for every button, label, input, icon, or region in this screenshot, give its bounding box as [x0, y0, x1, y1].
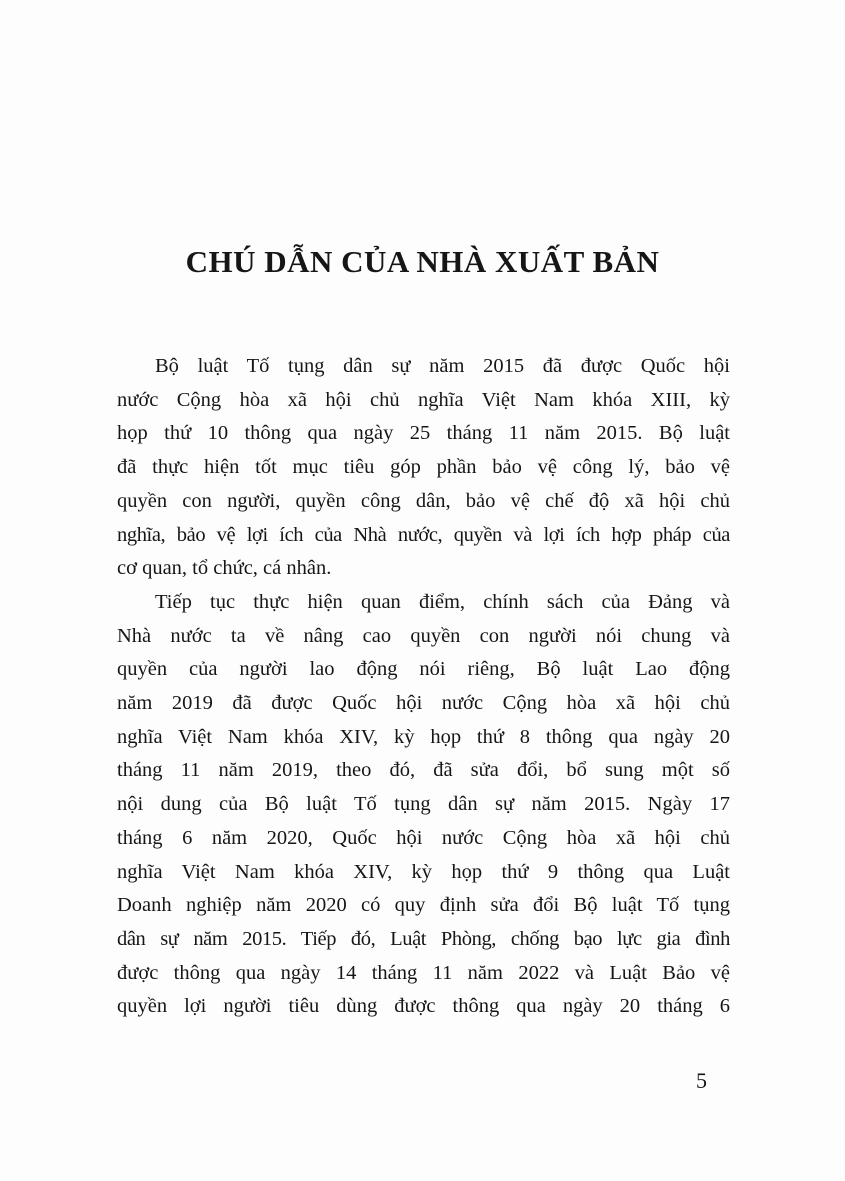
- text-line: họp thứ 10 thông qua ngày 25 tháng 11 năm 2015. Bộ luật: [117, 422, 730, 445]
- text-line: tháng 11 năm 2019, theo đó, đã sửa đổi, bổ sung một số: [117, 759, 730, 782]
- page-title: CHÚ DẪN CỦA NHÀ XUẤT BẢN: [185, 244, 660, 279]
- text-line: nghĩa Việt Nam khóa XIV, kỳ họp thứ 9 thông qua Luật: [117, 860, 730, 883]
- body-text: [117, 350, 730, 1024]
- text-line: Nhà nước ta về nâng cao quyền con người nói chung và: [117, 624, 730, 647]
- text-line: đã thực hiện tốt mục tiêu góp phần bảo vệ công lý, bảo vệ: [117, 456, 730, 479]
- text-line: năm 2019 đã được Quốc hội nước Cộng hòa xã hội chủ: [117, 692, 730, 715]
- text-line: quyền của người lao động nói riêng, Bộ luật Lao động: [117, 658, 730, 681]
- paragraph: [117, 586, 730, 1024]
- text-line: tháng 6 năm 2020, Quốc hội nước Cộng hòa xã hội chủ: [117, 826, 730, 849]
- text-line: Doanh nghiệp năm 2020 có quy định sửa đổi Bộ luật Tố tụng: [117, 894, 730, 917]
- text-line: nghĩa, bảo vệ lợi ích của Nhà nước, quyền và lợi ích hợp pháp của: [117, 523, 730, 546]
- text-line: nước Cộng hòa xã hội chủ nghĩa Việt Nam khóa XIII, kỳ: [117, 388, 730, 411]
- text-line: Tiếp tục thực hiện quan điểm, chính sách của Đảng và: [155, 590, 730, 613]
- text-line: Bộ luật Tố tụng dân sự năm 2015 đã được Quốc hội: [155, 355, 730, 377]
- text-line: nội dung của Bộ luật Tố tụng dân sự năm 2015. Ngày 17: [117, 793, 730, 816]
- text-line: cơ quan, tổ chức, cá nhân.: [117, 557, 332, 580]
- page-number: 5: [696, 1068, 707, 1093]
- text-line: quyền lợi người tiêu dùng được thông qua ngày 20 tháng 6: [117, 995, 730, 1018]
- paragraph: [117, 350, 730, 586]
- text-line: dân sự năm 2015. Tiếp đó, Luật Phòng, chống bạo lực gia đình: [117, 927, 730, 950]
- text-line: được thông qua ngày 14 tháng 11 năm 2022 và Luật Bảo vệ: [117, 961, 730, 984]
- text-line: quyền con người, quyền công dân, bảo vệ chế độ xã hội chủ: [117, 489, 730, 512]
- text-line: nghĩa Việt Nam khóa XIV, kỳ họp thứ 8 thông qua ngày 20: [117, 725, 730, 748]
